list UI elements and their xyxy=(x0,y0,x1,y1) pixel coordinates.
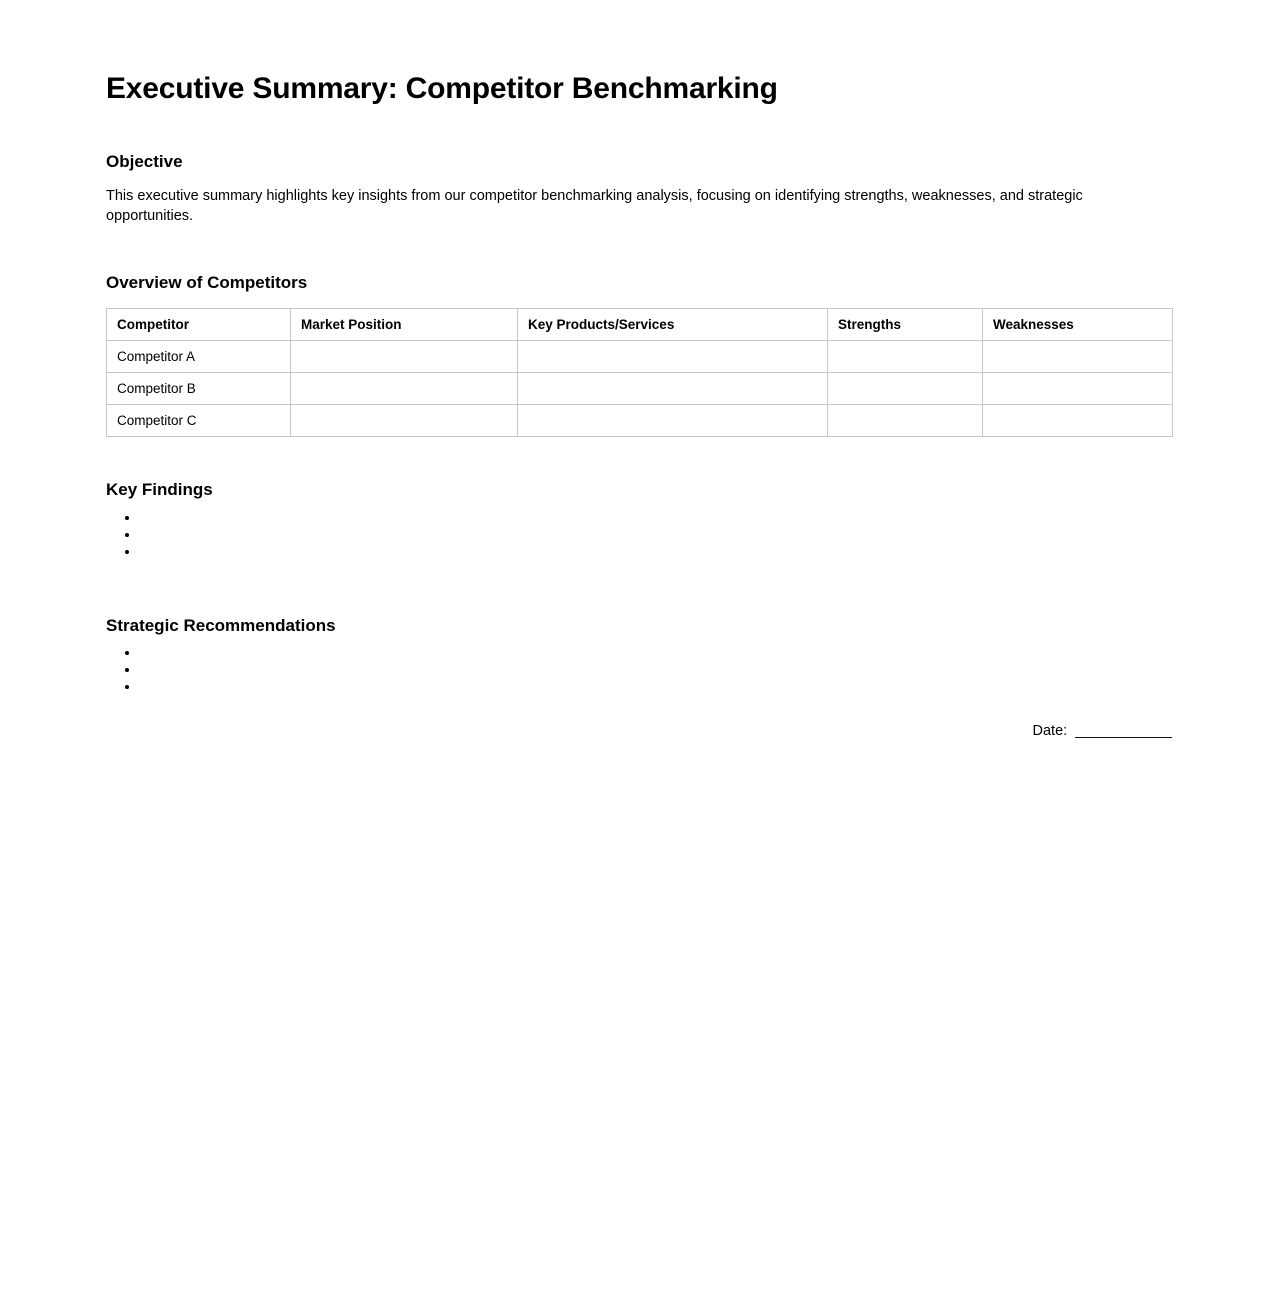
competitors-table xyxy=(106,308,1173,437)
cell-strengths[interactable] xyxy=(828,373,983,405)
objective-paragraph: This executive summary highlights key insights from our competitor benchmarking analysis, focusing on identifying strengths, weaknesses, and strategic opportunities. xyxy=(106,187,1083,225)
key-findings-list xyxy=(106,510,1172,561)
cell-weaknesses[interactable] xyxy=(983,373,1173,405)
list-item[interactable] xyxy=(140,645,1172,662)
list-item[interactable] xyxy=(140,679,1172,696)
cell-competitor[interactable]: Competitor B xyxy=(107,373,291,405)
column-header-key-products-services: Key Products/Services xyxy=(518,309,828,341)
cell-market-position[interactable] xyxy=(291,373,518,405)
cell-market-position[interactable] xyxy=(291,341,518,373)
cell-competitor[interactable]: Competitor C xyxy=(107,405,291,437)
cell-market-position[interactable] xyxy=(291,405,518,437)
cell-weaknesses[interactable] xyxy=(983,405,1173,437)
list-item[interactable] xyxy=(140,662,1172,679)
date-line xyxy=(106,707,1172,755)
table-row xyxy=(107,405,1173,437)
list-item[interactable] xyxy=(140,527,1172,544)
table-header-row xyxy=(107,309,1173,341)
cell-strengths[interactable] xyxy=(828,405,983,437)
table-row xyxy=(107,373,1173,405)
column-header-weaknesses: Weaknesses xyxy=(983,309,1173,341)
list-item[interactable] xyxy=(140,510,1172,527)
cell-key-products-services[interactable] xyxy=(518,341,828,373)
cell-key-products-services[interactable] xyxy=(518,373,828,405)
column-header-market-position: Market Position xyxy=(291,309,518,341)
document-body xyxy=(106,72,1172,696)
cell-competitor[interactable]: Competitor A xyxy=(107,341,291,373)
table-row xyxy=(107,341,1173,373)
column-header-competitor: Competitor xyxy=(107,309,291,341)
cell-weaknesses[interactable] xyxy=(983,341,1173,373)
date-blank-field[interactable]: ____________ xyxy=(1067,723,1172,739)
column-header-strengths: Strengths xyxy=(828,309,983,341)
section-heading-key-findings: Key Findings xyxy=(106,480,213,500)
cell-key-products-services[interactable] xyxy=(518,405,828,437)
section-heading-strategic-recommendations: Strategic Recommendations xyxy=(106,615,336,635)
date-label: Date: xyxy=(1032,723,1068,739)
section-heading-overview-of-competitors: Overview of Competitors xyxy=(106,273,308,293)
section-heading-objective: Objective xyxy=(106,151,183,171)
page-title: Executive Summary: Competitor Benchmarking xyxy=(106,72,778,105)
cell-strengths[interactable] xyxy=(828,341,983,373)
list-item[interactable] xyxy=(140,544,1172,561)
strategic-recommendations-list xyxy=(106,645,1172,696)
